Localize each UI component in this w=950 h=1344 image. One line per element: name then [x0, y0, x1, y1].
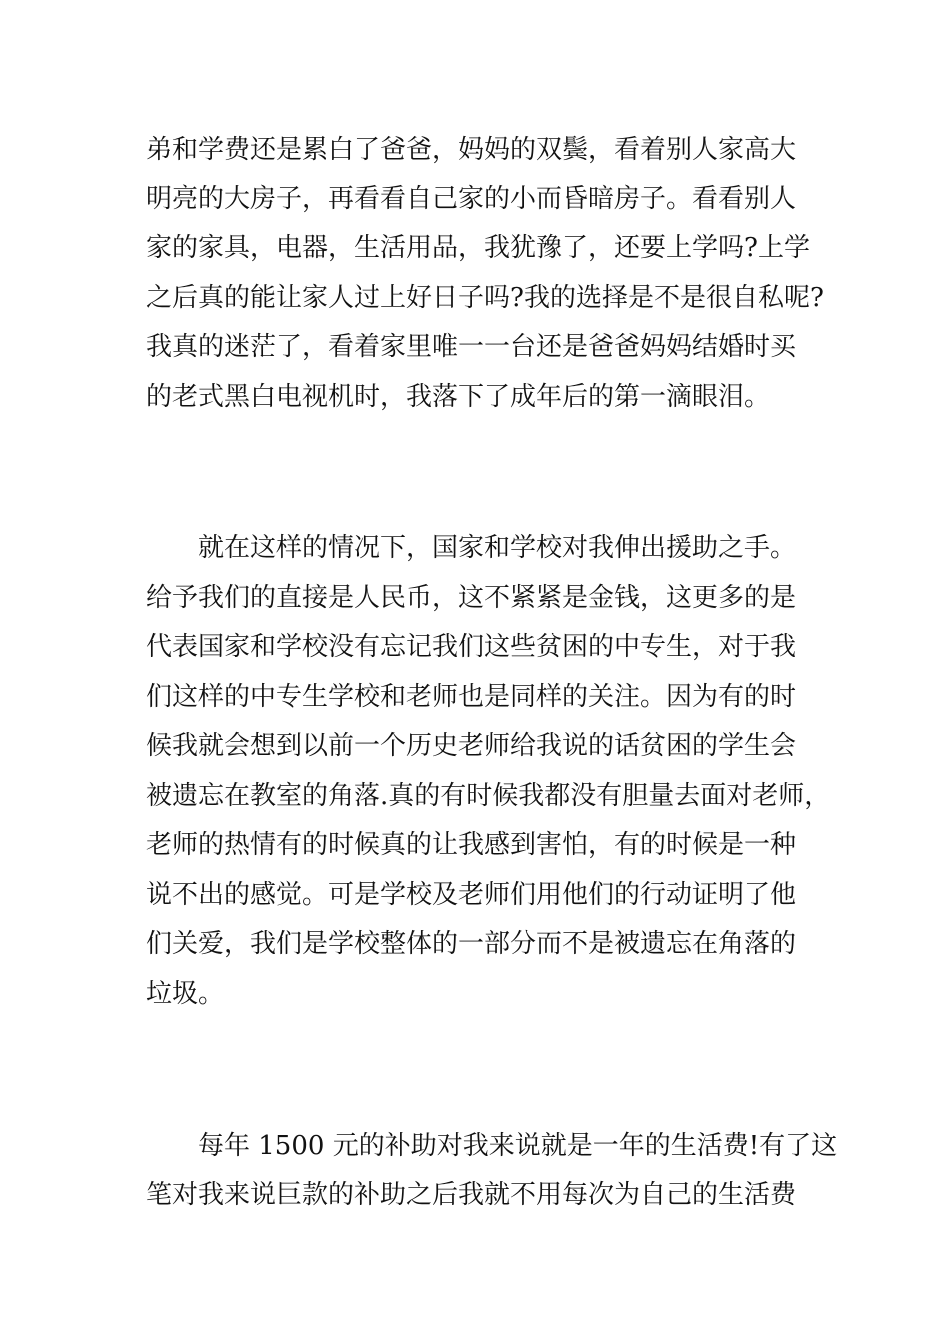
- text-line: 们这样的中专生学校和老师也是同样的关注。因为有的时: [146, 682, 797, 712]
- text-line: 笔对我来说巨款的补助之后我就不用每次为自己的生活费: [146, 1180, 797, 1210]
- text-line: 老师的热情有的时候真的让我感到害怕，有的时候是一种: [146, 830, 797, 860]
- text-line: 就在这样的情况下，国家和学校对我伸出援助之手。: [198, 533, 797, 563]
- text-line: 我真的迷茫了，看着家里唯一一台还是爸爸妈妈结婚时买: [146, 332, 797, 362]
- text-line: 垃圾。: [146, 979, 225, 1009]
- text-line: 给予我们的直接是人民币，这不紧紧是金钱，这更多的是: [146, 583, 797, 613]
- text-line: 每年 1500 元的补助对我来说就是一年的生活费!有了这: [198, 1131, 838, 1161]
- text-line: 的老式黑白电视机时，我落下了成年后的第一滴眼泪。: [146, 382, 771, 412]
- text-line: 说不出的感觉。可是学校及老师们用他们的行动证明了他: [146, 880, 797, 910]
- text-line: 弟和学费还是累白了爸爸，妈妈的双鬓，看着别人家高大: [146, 135, 797, 165]
- text-line: 候我就会想到以前一个历史老师给我说的话贫困的学生会: [146, 731, 797, 761]
- text-line: 们关爱，我们是学校整体的一部分而不是被遗忘在角落的: [146, 929, 797, 959]
- text-line: 家的家具，电器，生活用品，我犹豫了，还要上学吗?上学: [146, 233, 810, 263]
- text-line: 代表国家和学校没有忘记我们这些贫困的中专生，对于我: [146, 632, 797, 662]
- text-line: 被遗忘在教室的角落.真的有时候我都没有胆量去面对老师，: [146, 781, 831, 811]
- text-line: 明亮的大房子，再看看自己家的小而昏暗房子。看看别人: [146, 184, 797, 214]
- text-line: 之后真的能让家人过上好日子吗?我的选择是不是很自私呢?: [146, 283, 824, 313]
